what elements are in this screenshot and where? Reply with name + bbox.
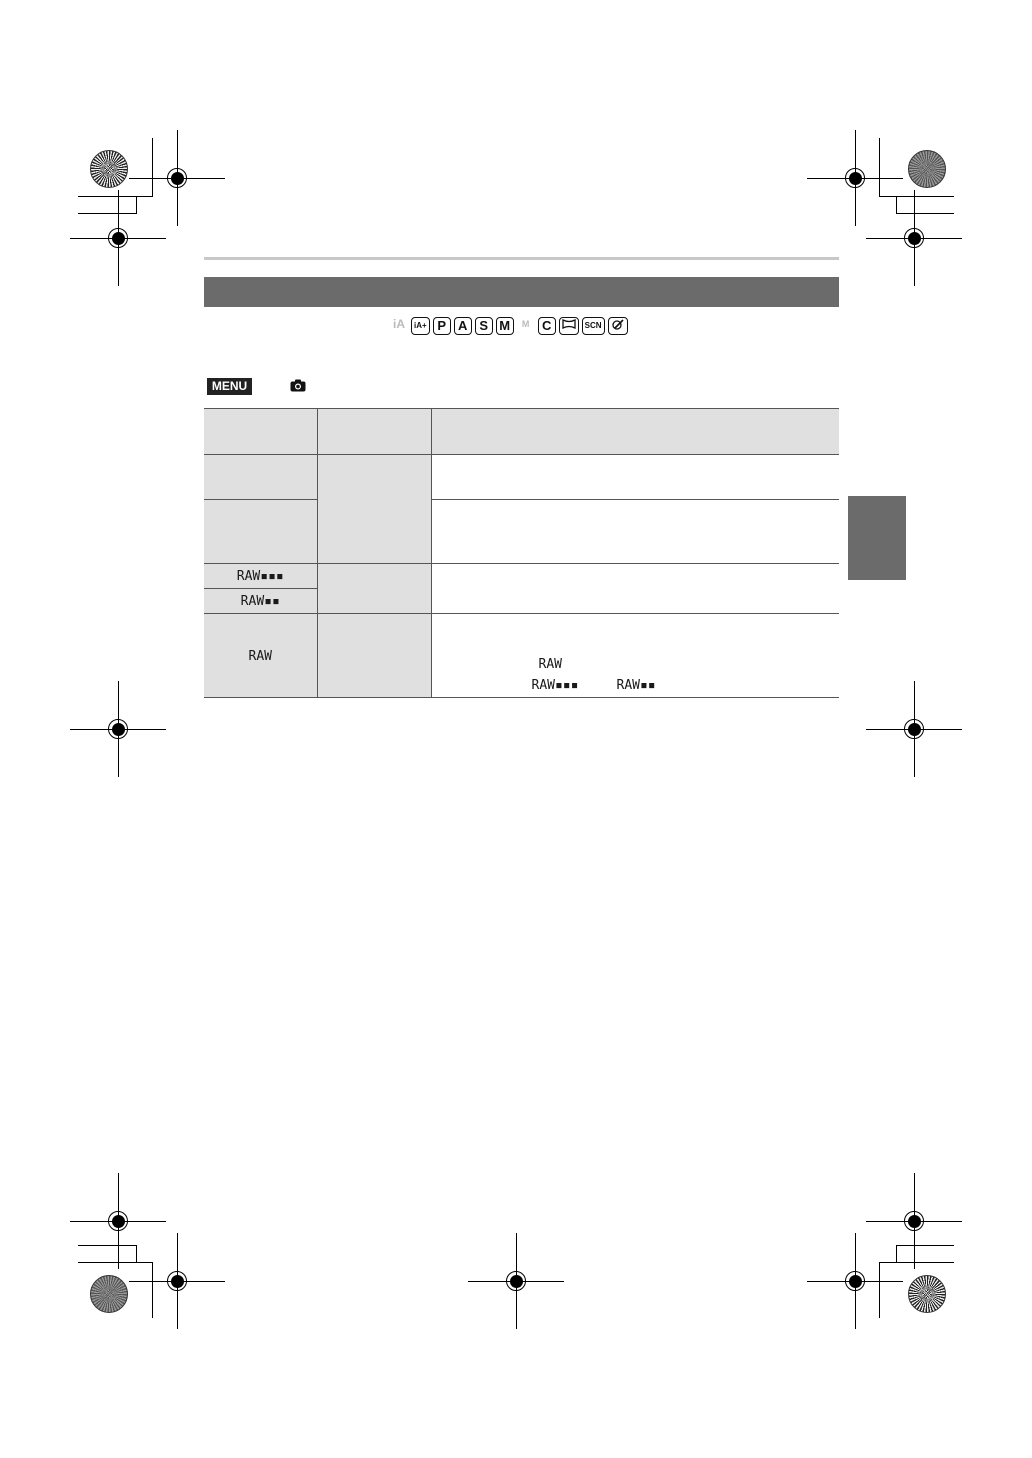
creative-control-mode-icon [608, 317, 628, 335]
table-row [204, 455, 839, 500]
header-cell [431, 409, 839, 455]
crop-line [78, 1245, 137, 1246]
color-register-mark-top-left [90, 150, 128, 188]
raw-standard-label: RAW▪▪ [240, 594, 280, 609]
raw-cell [204, 614, 317, 698]
table-cell [431, 455, 839, 500]
table-cell [317, 564, 431, 614]
raw-standard-cell [204, 589, 317, 614]
raw-fine-cell [204, 564, 317, 589]
chapter-side-tab [848, 496, 906, 580]
table-row [204, 500, 839, 564]
table-cell [431, 500, 839, 564]
crop-line [152, 138, 153, 196]
raw-standard-inline-label: RAW▪▪ [616, 678, 656, 693]
raw-description-cell [431, 614, 839, 698]
creative-video-mode-icon: M [517, 317, 535, 335]
table-row [204, 564, 839, 589]
camera-icon [290, 379, 306, 392]
table-header-row [204, 409, 839, 455]
raw-fine-label: RAW▪▪▪ [236, 569, 284, 584]
crop-line [896, 196, 897, 214]
header-cell [204, 409, 317, 455]
crop-line [879, 138, 880, 196]
crop-line [78, 196, 153, 197]
crop-line [896, 213, 954, 214]
menu-button-label: MENU [207, 378, 252, 395]
crop-line [896, 1245, 897, 1263]
table-cell [431, 564, 839, 614]
table-cell [204, 455, 317, 500]
crop-line [879, 1262, 954, 1263]
color-register-mark-bottom-right [908, 1275, 946, 1313]
raw-fine-inline-label: RAW▪▪▪ [531, 678, 579, 693]
aperture-mode-icon: A [454, 317, 472, 335]
table-cell [317, 614, 431, 698]
settings-table [204, 408, 839, 698]
raw-inline-label: RAW [538, 657, 562, 672]
crop-line [879, 1262, 880, 1318]
program-mode-icon: P [433, 317, 451, 335]
crop-line [896, 1245, 954, 1246]
header-cell [317, 409, 431, 455]
intelligent-auto-plus-icon: iA+ [411, 317, 430, 335]
header-rule [204, 257, 839, 260]
intelligent-auto-icon: iA [390, 317, 408, 335]
crop-line [136, 196, 137, 214]
custom-mode-icon: C [538, 317, 556, 335]
color-register-mark-bottom-left [90, 1275, 128, 1313]
table-cell [317, 455, 431, 564]
table-row [204, 614, 839, 698]
applicable-modes [390, 316, 628, 336]
crop-line [152, 1262, 153, 1318]
manual-mode-icon: M [496, 317, 514, 335]
crop-line [879, 196, 954, 197]
section-title-bar [204, 277, 839, 307]
shutter-mode-icon: S [475, 317, 493, 335]
scene-guide-mode-icon: SCN [582, 317, 605, 335]
panorama-mode-icon [559, 317, 579, 335]
crop-line [78, 1262, 153, 1263]
color-register-mark-top-right [908, 150, 946, 188]
crop-line [78, 213, 137, 214]
crop-line [136, 1245, 137, 1263]
table-cell [204, 500, 317, 564]
raw-label: RAW [248, 648, 272, 664]
